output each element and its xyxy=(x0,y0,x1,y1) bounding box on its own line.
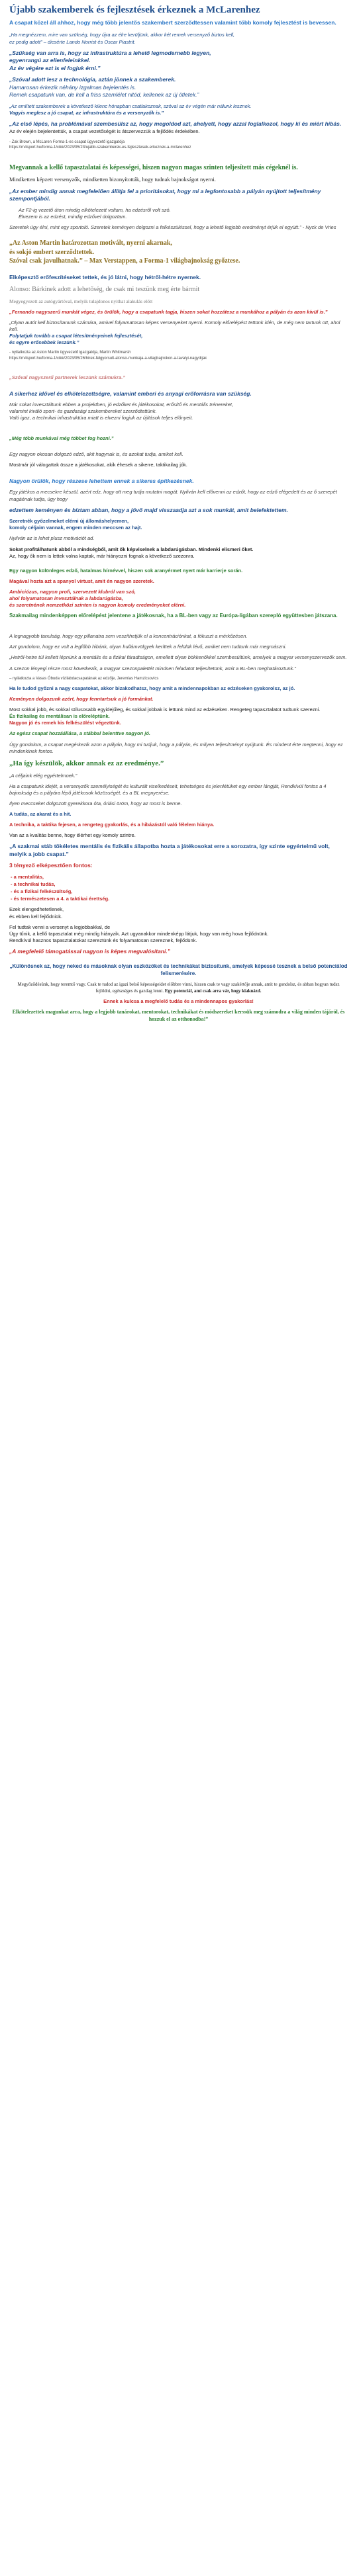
list-item: - és a fizikai felkészültség, xyxy=(11,888,73,895)
heading: Szeretnék győzelmeket elérni új állomáshelyemen, komoly céljaim vannak, engem minden meccsen az hajt. xyxy=(9,518,142,531)
paragraph: Most sokkal jobb, és sokkal stílusosabb egyidejűleg, és sokkal jobbak is lettünk mind az edzéseken. Rengeteg tapasztalatot tudtunk szerezni. És fizikailag és mentálisan is előreléptünk. Nagyon jó és remek kis felkészülést végeztünk. xyxy=(9,707,321,726)
paragraph: Van az a kvalitás benne, hogy élérhet egy komoly szintre. xyxy=(9,832,136,839)
heading: Egy nagyon különleges edző, hatalmas hírnévvel, hiszen sok aranyérmet nyert már karrierje során. xyxy=(9,567,243,574)
section-aston-martin xyxy=(9,239,348,266)
quote-bold: „Szóval adott lesz a technológia, aztán jönnek a szakemberek. Hamarosan érkezik néhány izgalmas bejelentés is. Remek csapatunk van, de kell a friss szemlélet nitód, kellenek az új ötletek.” xyxy=(9,76,199,99)
quote-bold: A sikerhez idővel és elkötelezettségre, valamint emberi és anyagi erőforrásra van szükség. xyxy=(9,390,252,397)
section-closing xyxy=(9,963,348,1023)
subheading: Megyegyezett az autógyártóval, melyik tulajdonos nyithat alakulás előtt xyxy=(9,298,153,304)
quote-bold: „Szükség van arra is, hogy az infrastruktúra a lehető legmodernebb legyen, egyenrangú az ellenfeleinkkel. Az év végére ezt is el fogjuk érni.” xyxy=(9,49,211,71)
page-title: Újabb szakemberek és fejlesztések érkeznek a McLarenhez xyxy=(9,5,260,15)
paragraph: Egy játékos a mecsekre készül, azért edz, hogy ott meg tudja mutatni magát. Nyilván kell elővenni az edzőt, hogy az edző elégedett és az ő szerepét magáénak tudja, úgy hogy xyxy=(9,489,337,502)
heading: 3 tényező elképesztően fontos: xyxy=(9,862,93,869)
list-item: - és természetesen a 4. a taktikai érettség. xyxy=(11,896,110,902)
quote: A legnagyobb tanulság, hogy egy pillanatra sem veszíthetjük el a koncentrációnkat, a fókuszt a mérkőzésen. xyxy=(9,633,248,640)
quote: „Ha megnézzem, mire van szükség, hogy újra az élre kerüljünk, akkor két remek versenyző biztos kell, ez pedig adott” – dicsérte Lando Norrist és Oscar Piastrit. xyxy=(9,32,235,45)
heading: Szakmailag mindenképpen előrelépést jelentene a játékosnak, ha a BL-ben vagy az Európa-ligában szerepló együttesben játszana. xyxy=(9,613,338,619)
quote-red: „Fernando nagyszerű munkát végez, és örülök, hogy a csapatunk tagja, hiszen sokat hozzátesz a munkához a pályán és azon kívül is.” xyxy=(9,308,328,315)
subheading: Alonso: Bárkinek adott a lehetőség, de csak mi teszünk meg érte bármit xyxy=(9,286,200,294)
section-partners xyxy=(9,374,348,422)
article xyxy=(0,0,357,1038)
heading: A technika, a taktika fejesen, a rengeteg gyakorlás, és a hibázástól való félelem hiánya. xyxy=(9,822,215,828)
quote: „Olyan autót kell biztosítanunk számára, amivel folyamatosan képes versenyeket nyerni. Komoly előrelépést tettünk idén, de még nem tartunk ott, ahol kell. Folytatjuk tovább a csapat létesítményeinek fejlesztését, és egyre erősebbek leszünk.” xyxy=(9,319,340,346)
section-coach xyxy=(9,435,348,560)
paragraph: Ha a csapatunk idejét, a versenyzők személyiségét és kulturált viselkedéseit, tehetséges és jelenlétüket egy ember lángját, Rendkívül fontos a 4 bajnokság és a pályára lépő játékosok közösségét, és a BL megnyerése. xyxy=(9,783,327,796)
quote: „A céljaink elég egyértelmoek.” xyxy=(9,772,77,779)
source-line: - nyilatkozta az Aston Martin ügyvezető igazgatója, Martin Whitmarsh https://m4sport.hu/forma-1/cikk/2023/05/26/hirek-felgyorsult-alonso-munkaja-a-vilagbajnokon-a-tavalyi-nagydijak xyxy=(9,351,207,361)
heading: Ennek a kulcsa a megfelelő tudás és a mindennapos gyakorlás! xyxy=(103,998,254,1004)
paragraph: Megyőződésünk, hogy teremtő vagy. Csak te tudod az igazi belső képességeidet előbbre vinni, hiszen csak te vagy szakértője annak, amit te gondolsz, és abban hogyan tudsz fejlődni, egészséges és gazdag lenni. Egy potenciál, ami csak arra vár, hogy kiaknázd. xyxy=(17,982,340,994)
paragraph: Nyilván az is lehet plusz motivációt ad. xyxy=(9,535,95,542)
heading: „A szakmai stáb tökéletes mentális és fizikális állapotba hozta a játékosokat erre a sorozatra, így szinte egyértelmű volt, melyik a jobb csapat.” xyxy=(9,843,330,857)
quote: Már sokat invesztáltunk ebben a projektben, jó edzőket és játékosokat, erősítő és mentális trénereket, valamint kiváló sport- és gazdasági szakembereket szerződtettünk. Való igaz, a technikai infrastruktúra miatt is elvezni fogjuk az újítások teljes előnyeit. xyxy=(9,402,234,421)
heading: Ambiciózus, nagyon profi, szervezett klubról van szó, ahol folyamatosan invesztálnak a labdarúgásba, és szeretnének nemzetközi szinten is nagyon komoly eredményeket elérni. xyxy=(9,589,186,609)
quote: „Az említett szakemberek a következő kilenc hónapban csatlakoznak, szóval az év végén már nálunk lesznek. Vagyis meglesz a jó csapat, az infrastruktúra és a versenyzők is.” xyxy=(9,103,252,116)
section-mclaren xyxy=(9,32,348,150)
heading: „Még több munkával még többet fog hozni.” xyxy=(9,435,114,441)
quote: „Hetről-hetre túl kellett lépnünk a mentális és a fizikai fáradtságon, emellett olyan bökkenőkkel szembesültünk, amelyek a magyar versenyszervezők sem. xyxy=(9,654,347,661)
heading: A tudás, az akarat és a hit. xyxy=(9,811,72,818)
paragraph: Egy nagyon okosan dolgozó edző, akit hagynak is, és azokat tudja, amiket kell. xyxy=(9,451,183,457)
heading: Nagyon örülök, hogy részese lehettem ennek a sikeres építkezésnek. xyxy=(9,477,194,484)
paragraph: Ilyen meccseket dolgozott gyerekkora óta, óriási öröm, hogy az most is benne. xyxy=(9,800,182,806)
quote-bold: edzettem keményen és bíztam abban, hogy a jövő majd visszaadja azt a sok munkát, amit belefektettem. xyxy=(9,506,288,513)
paragraph: Mostmár jól válogattak össze a játékosokat, akik éhesek a sikerre, taktikailag jók. xyxy=(9,461,187,468)
source-line: – nyilatkozta a Vasas Óbuda vízilabdacsapatának az edzője, Jeremias Hamzicsovics xyxy=(9,676,159,681)
section-alonso xyxy=(9,274,348,361)
heading: Keményen dolgozunk azért, hogy fenntartsuk a jó formánkat. xyxy=(9,695,154,702)
quote: A szezon lényegi része most következik, a magyar szezonpalettét mindsen feladatot teljesítetünk, amit a BL-ben meghatároztunk.” xyxy=(9,665,296,671)
heading: Ha le tudod győzni a nagy csapatokat, akkor bizakodhatsz, hogy amit a mindennapokban az edzéseken gyakorolsz, az jó. xyxy=(9,685,295,691)
heading: „A megfelelő támogatással nagyon is képes megvalósítani.” xyxy=(9,948,170,955)
paragraph: Fel tudtak venni a versenyt a legjobbakkal, de Úgy tűnik, a kellő tapasztalat még mindig hiányzik. Azt ugyanakkor mindenképp látjuk, hogy van még hova fejlődnünk. Rendkívül hasznos tapasztalatokat szereztünk és folyamatosan szereznek, fejlődünk. xyxy=(9,923,269,943)
paragraph: Mindketten képzett versenyzők, mindketten bizonyították, hogy tudnak bajnokságot nyerni. xyxy=(9,176,216,183)
source-line: - Zak Brown, a McLaren Forma-1-es csapat ügyvezető igazgatója https://m4sport.hu/forma-1/cikk/2023/05/23/ujabb-szakemberek-es-fejlesztesek-erkeznek-a-mclarenhez xyxy=(9,140,191,150)
heading: Elképesztő erőfeszítéseket tettek, és jó látni, hogy hétről-hétre nyernek. xyxy=(9,273,201,280)
list-item: - a mentalitás, xyxy=(11,873,44,880)
quote-bold: „Az ember mindig annak megfelelően állítja fel a prioritásokat, hogy mi a legfontosabb a pályán nyújtott teljesítmény szempontjából. xyxy=(9,187,321,202)
quote: Az F2-ig vezető úton mindig elkötelezett voltam, ha edzésről volt szó. Élvezem is az edzést, mindig edzővel dolgoztam. xyxy=(19,206,171,220)
heading: Elkötelezettek magunkat arra, hogy a legjobb tanárokat, mentorokat, technikákat és módszereket kerssük meg számodra a világ minden tájáról, és hozzuk el az otthonodba!” xyxy=(12,1009,345,1022)
paragraph: Ezek elengedhetetlenek, és ebben kell fejlődniük. xyxy=(9,906,64,920)
heading: „Különösnek az, hogy neked és másoknak olyan eszközöket és technikákat biztosítunk, amelyek képessé tesznek a belső potenciálod felismerésére. xyxy=(9,963,348,977)
paragraph: Úgy gondolom, a csapat megérkezik azon a pályán, hogy mi tudjuk, hogy a pályán, és milyen teljesítményt nyújtunk. És mindent érte megtenni, hogy ez mindenkinek fontos. xyxy=(9,741,343,754)
quote: Azt gondolom, hogy ez volt a legfőbb hibánk, olyan hullámvölgyek keríttek a felülük lévő, amiket nem tudtunk már megmászni. xyxy=(9,644,287,650)
section-waterpolo xyxy=(9,633,348,955)
section-special-coach xyxy=(9,568,348,620)
factor-list xyxy=(9,874,348,903)
section-heading: „Az Aston Martin határozottan motivált, nyerni akarnak, és sokjó embert szerződtettek. Szóval csak javulhatnak.” – Max Verstappen, a Forma-1 világbajnokság győztese. xyxy=(9,239,240,265)
heading: „Szóval nagyszerű partnerek leszünk számukra.” xyxy=(9,374,126,380)
heading: „Ha így készülök, akkor annak ez az eredménye.” xyxy=(9,759,164,767)
article-lead: A csapat közel áll ahhoz, hogy még több jelentős szakembert szerződtessen valamint több komoly fejlesztést is bevessen. xyxy=(9,19,336,26)
list-item: - a technikai tudás, xyxy=(11,881,56,888)
section-drivers xyxy=(9,163,348,231)
quote-bold: „Az első lépés, ha problémával szembesülsz az, hogy megoldod azt, ahelyett, hogy azzal foglalkozol, hogy ki és miért hibás. Az év elején bejelentettük, a csapat vezetőségét is átszervezzük a fejlődés érdekében. xyxy=(9,120,342,135)
paragraph: Sokat profitálhatunk abból a mindségből, amit ők képviselnek a labdarúgásban. Mindenki elismeri őket. Az, hogy ők nem is lettek volna kaptak, már hiányozni fognak a következő szezonra. xyxy=(9,546,254,559)
heading: Az egész csapat hozzáállása, a stábbal belenttve nagyon jó. xyxy=(9,730,150,737)
quote: Szeretek úgy élni, mint egy sportoló. Szeretek keményen dolgozni a felkészüléssel, hogy a lehető legjobb eredményt érjük el együtt.” - Nyck de Vries xyxy=(9,224,336,231)
source-link[interactable]: https://m4sport.hu/forma-1/cikk/2023/05/26/hirek-felgyorsult-alonso-munkaja-a-vilagbajnokon-a-tavalyi-nagydijak xyxy=(9,356,207,361)
section-heading: Megvannak a kellő tapasztalatai és képességei, hiszen nagyon magas szinten teljesített más cégeknél is. xyxy=(9,163,298,171)
source-link[interactable]: https://m4sport.hu/forma-1/cikk/2023/05/23/ujabb-szakemberek-es-fejlesztesek-erkeznek-a-mclarenhez xyxy=(9,145,191,150)
heading: Magával hozta azt a spanyol virtust, amit én nagyon szeretek. xyxy=(9,578,154,584)
